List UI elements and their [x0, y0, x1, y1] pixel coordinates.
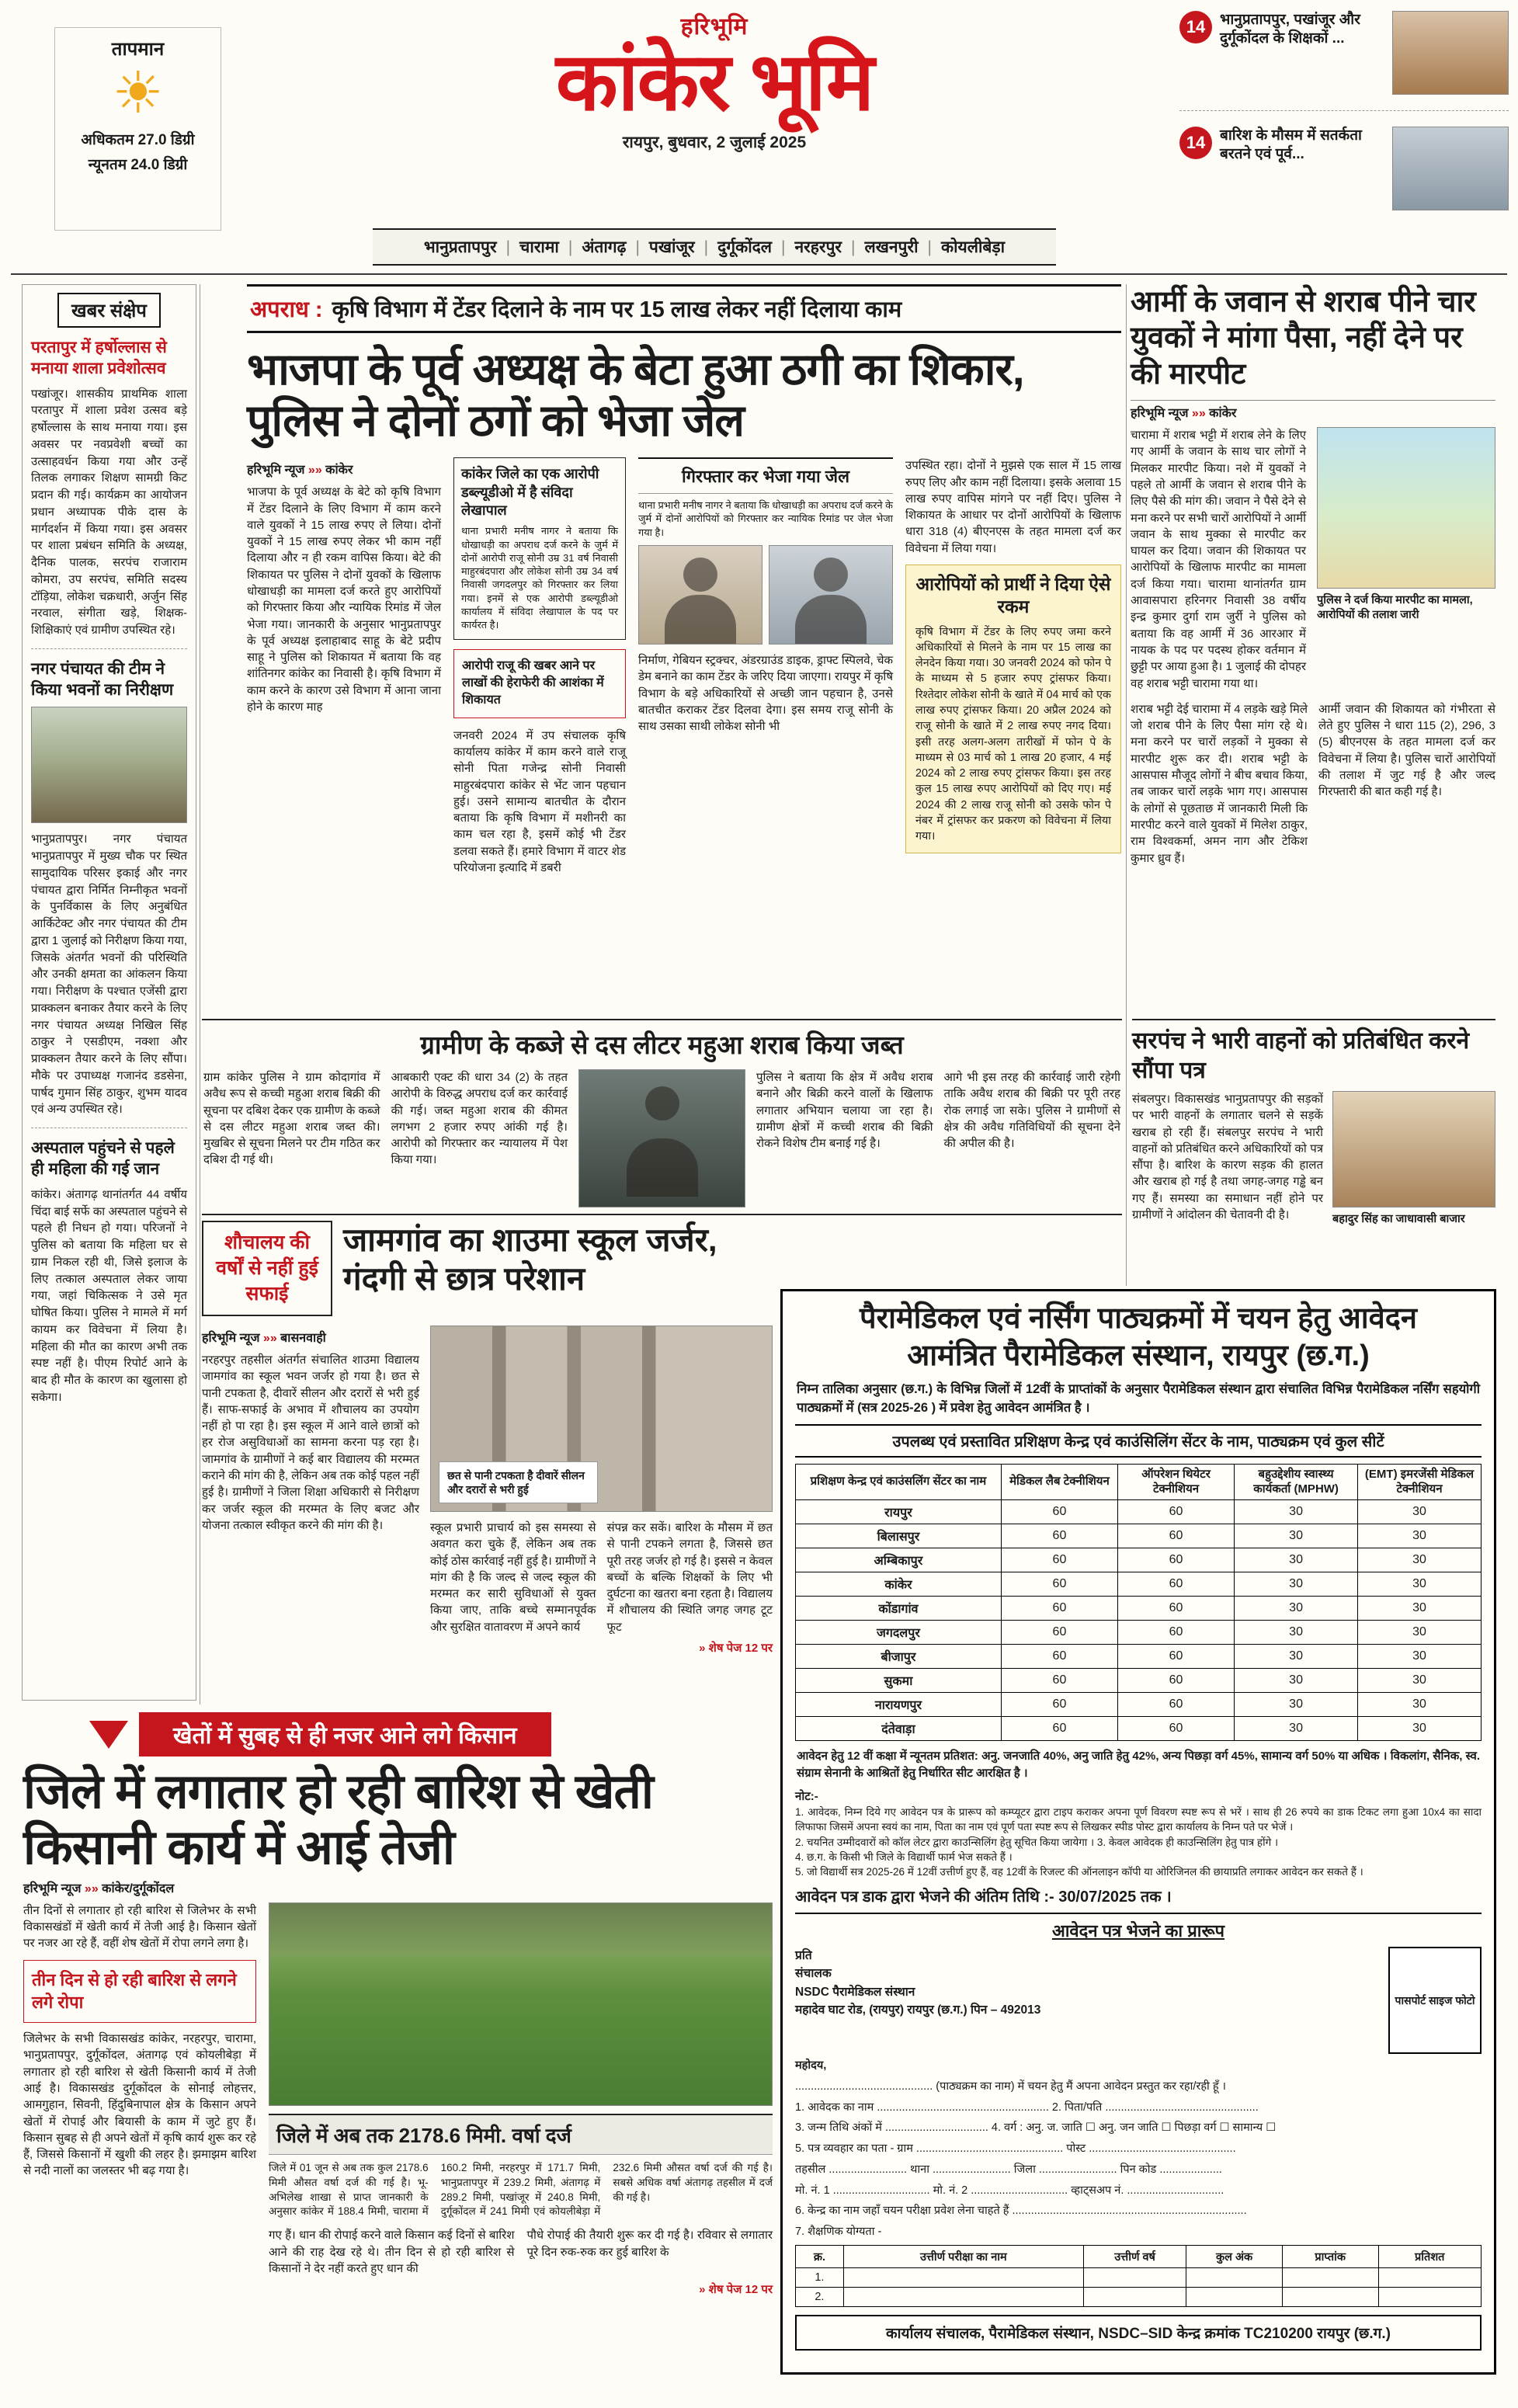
teaser-divider: [1179, 110, 1509, 111]
crime-body: [247, 457, 1121, 876]
seats-table-row: [796, 1572, 1482, 1597]
school-headline: जामगांव का शाउमा स्कूल जर्जर, गंदगी से छात्र परेशान: [343, 1221, 717, 1298]
crime-col-1: [247, 457, 441, 876]
seat-count-cell: 60: [1001, 1717, 1117, 1741]
crime-alert-box: आरोपी राजू की खबर आने पर लाखों की हेराफेरी की आशंका में शिकायत: [453, 649, 626, 718]
passport-photo-box: पासपोर्ट साइज फोटो: [1388, 1947, 1482, 2054]
column-rule-right: [1126, 284, 1127, 1286]
byline: [23, 1879, 773, 1896]
school-text-2: स्कूल प्रभारी प्राचार्य को इस समस्या से अवगत करा चुके हैं, लेकिन अब तक कोई ठोस कार्रवाई नहीं हुई है। ग्रामीणों ने मांग की है कि जल्द से जल्द स्कूल की मरम्मत कर सारी सुविधाओं से युक्त किया जाए, ताकि बच्चे सम्मानपूर्वक और सुरक्षित वातावरण में अपने कार्य: [430, 1521, 596, 1634]
crime-sidebox: [453, 457, 626, 639]
nav-item[interactable]: | अंतागढ़: [559, 236, 627, 258]
note-item: 5. जो विद्यार्थी सत्र 2025-26 में 12वीं उत्तीर्ण हुए हैं, वह 12वीं के रिजल्ट की ऑनलाइन कॉपी या ओरिजिनल की छायाप्रति लगाकर आवेदन कर सकते हैं ।: [795, 1865, 1363, 1878]
byline: [247, 460, 441, 478]
seat-count-cell: 30: [1235, 1500, 1358, 1524]
farm-intro: तीन दिनों से लगातार हो रही बारिश से जिलेभर के सभी विकासखंडों में खेती कार्य में तेजी आई है। किसान खेतों पर नजर आ रहे हैं, वहीं शेष खेतों में रोपा लगने लगा है।: [23, 1903, 256, 1951]
seat-count-cell: 30: [1358, 1524, 1482, 1548]
header-rule: [11, 273, 1507, 275]
seat-count-cell: 60: [1118, 1693, 1235, 1717]
sidebox-title: कांकेर जिले का एक आरोपी डब्ल्यूडीओ में है संविदा लेखापाल: [461, 466, 599, 518]
center-name-cell: दंतेवाड़ा: [796, 1717, 1002, 1741]
liquor-headline: ग्रामीण के कब्जे से दस लीटर महुआ शराब किया जब्त: [420, 1030, 904, 1059]
edu-cell[interactable]: [1378, 2267, 1481, 2287]
edu-cell[interactable]: [1186, 2287, 1283, 2306]
seat-count-cell: 30: [1235, 1621, 1358, 1645]
application-form: [795, 1913, 1482, 2307]
seats-table-body: [796, 1500, 1482, 1741]
center-name-cell: बीजापुर: [796, 1645, 1002, 1669]
edu-cell[interactable]: [1186, 2267, 1283, 2287]
edu-cell[interactable]: [1083, 2267, 1186, 2287]
edu-cell[interactable]: 2.: [796, 2287, 844, 2306]
farm-highlight: तीन दिन से हो रही बारिश से लगने लगे रोपा: [23, 1960, 256, 2023]
center-name-cell: जगदलपुर: [796, 1621, 1002, 1645]
photo-liquor-accused: [578, 1069, 745, 1207]
school-lower-cols: [430, 1520, 773, 1635]
teaser-photo-2: [1392, 127, 1509, 210]
seat-count-cell: 30: [1358, 1548, 1482, 1572]
edu-cell[interactable]: 1.: [796, 2267, 844, 2287]
brief-divider: [31, 648, 187, 649]
edu-cell[interactable]: [1083, 2287, 1186, 2306]
seat-count-cell: 30: [1358, 1693, 1482, 1717]
news-briefs-column: [22, 284, 196, 1701]
seats-table-row: [796, 1597, 1482, 1621]
center-name-cell: नारायणपुर: [796, 1693, 1002, 1717]
minimum-marks-note: आवेदन हेतु 12 वीं कक्षा में न्यूनतम प्रतिशत: अनु. जनजाति 40%, अनु जाति हेतु 42%, अन्य पिछड़ा वर्ग 45%, सामान्य वर्ग 50% या अधिक । विकलांग, सैनिक, स्व. संग्राम सेनानी के आश्रितों हेतु निर्धारित सीट आरक्षित है ।: [797, 1750, 1480, 1780]
education-table: [795, 2245, 1482, 2307]
seats-table-row: [796, 1717, 1482, 1741]
byline-brand: हरिभूमि न्यूज: [23, 1882, 82, 1895]
note-item: 2. चयनित उम्मीदवारों को कॉल लेटर द्वारा काउन्सिलिंग हेतु सूचित किया जायेगा । 3. केवल आवेदक ही काउन्सिलिंग हेतु पात्र होंगे ।: [795, 1836, 1279, 1848]
school-body: [202, 1326, 773, 1656]
army-headline: आर्मी के जवान से शराब पीने चार युवकों ने मांगा पैसा, नहीं देने पर की मारपीट: [1131, 284, 1495, 401]
byline-arrows-icon: [263, 1332, 280, 1345]
crime-jail-box: [638, 457, 893, 876]
education-table-head: [796, 2245, 1482, 2267]
note-item: 4. छ.ग. के किसी भी जिले के विद्यार्थी फार्म भेज सकते हैं ।: [795, 1850, 1013, 1863]
edu-col-header: क्र.: [796, 2245, 844, 2267]
liquor-text-3: पुलिस ने बताया कि क्षेत्र में अवैध शराब बनाने और बिक्री करने वालों के खिलाफ लगातार अभियान चलाया जा रहा है। ग्रामीण क्षेत्रों में कच्ची शराब की बिक्री रोकने विशेष टीम बनाई गई है।: [756, 1071, 933, 1151]
seat-count-cell: 30: [1358, 1572, 1482, 1597]
jail-title: गिरफ्तार कर भेजा गया जेल: [638, 459, 893, 494]
seats-table-row: [796, 1669, 1482, 1693]
seats-col-header: मेडिकल लैब टेक्नीशियन: [1001, 1464, 1117, 1500]
nav-item[interactable]: | कोयलीबेड़ा: [919, 236, 1006, 258]
jail-body: थाना प्रभारी मनीष नागर ने बताया कि धोखाधड़ी का अपराध दर्ज करने के जुर्म में दोनों आरोपियों को गिरफ्तार कर न्यायिक रिमांड पर जेल भेजा गया है।: [638, 499, 893, 538]
form-salutation: महोदय,: [795, 2059, 827, 2073]
farm-tail-1: गए हैं। धान की रोपाई करने वाले किसान कई दिनों से बारिश आने की राह देख रहे थे। तीन दिन से हो रही बारिश से किसानों ने देर नहीं करते हुए धान की: [269, 2229, 515, 2275]
continued-on-page-12[interactable]: » शेष पेज 12 पर: [699, 1642, 773, 1656]
byline: [1131, 404, 1495, 421]
crime-text-1: भाजपा के पूर्व अध्यक्ष के बेटे को कृषि विभाग में टेंडर दिलाने के लिए विभाग में काम करने वाले युवकों ने 15 लाख रुपए ले लिया। दोनों युवकों ने 15 लाख रुपए लेकर भी काम नहीं दिलाया और न ही रकम वापिस किया। बेटे की शिकायत पर पुलिस ने दोनों युवकों के खिलाफ धोखाधड़ी का मामला दर्ज करते हुए आरोपियों को गिरफ्तार किया और न्यायिक रिमांड में जेल भेजा गया। जानकारी के अनुसार भानुप्रतापपुर के पूर्व अध्यक्ष इलाहाबाद साहू के बेटे प्रदीप साहू ने पुलिस को शिकायत में बताया कि वह शांतिनगर कांकेर का निवासी है। कृषि विभाग में काम करने के कारण उसे विभाग में आना जाना होने के कारण माह: [247, 485, 441, 714]
form-title: आवेदन पत्र भेजने का प्रारूप: [1051, 1921, 1225, 1941]
sidebox-body: थाना प्रभारी मनीष नागर ने बताया कि धोखाधड़ी का अपराध दर्ज करने के जुर्म में दोनों आरोपी राजू सोनी उम्र 31 वर्ष निवासी माहुरबंदपारा और लोकेश सोनी उम्र 34 वर्ष निवासी जगदलपुर को गिरफ्तार कर लिया गया। इनमें से एक आरोपी डब्ल्यूडीओ कार्यालय में संविदा लेखापाल के पद पर कार्यरत है।: [461, 525, 618, 631]
school-text-1: नरहरपुर तहसील अंतर्गत संचालित शाउमा विद्यालय जामगांव का स्कूल भवन जर्जर हो गया है। छत से पानी टपकता है, दीवारें सीलन और दरारों से भरी हुई हैं। साफ-सफाई के अभाव में शौचालय का उपयोग नहीं हो पा रहा है। इस स्कूल में आने वाले छात्रों को हर रोज असुविधाओं का सामना करना पड़ रहा है। जामगांव के ग्रामीणों ने कई बार विद्यालय की मरम्मत कराने की मांग की है, लेकिन अब तक कोई पहल नहीं हुई है। ग्रामीणों ने जिला शिक्षा अधिकारी से निरीक्षण कर जर्जर स्कूल की मरम्मत के लिए बजट और योजना तत्काल स्वीकृत करने की मांग की है।: [202, 1353, 419, 1532]
byline-brand: हरिभूमि न्यूज: [1131, 407, 1189, 421]
seat-count-cell: 30: [1358, 1597, 1482, 1621]
byline-location: बासनवाही: [280, 1332, 326, 1345]
form-address-line: संचालक: [795, 1967, 832, 1981]
ad-table-caption: उपलब्ध एवं प्रस्तावित प्रशिक्षण केन्द्र एवं काउंसिलिंग सेंटर के नाम, पाठ्यक्रम एवं कुल सीटें: [795, 1424, 1482, 1458]
brief-title-3: अस्पताल पहुंचने से पहले ही महिला की गई जान: [31, 1139, 175, 1179]
education-table-row: [796, 2267, 1482, 2287]
form-field-line[interactable]: 3. जन्म तिथि अंकों में ................................. 4. वर्ग : अनु. ज. जाति ☐ अनु. जन जाति ☐ पिछड़ा वर्ग ☐ सामान्य ☐: [795, 2121, 1277, 2135]
seat-count-cell: 60: [1118, 1500, 1235, 1524]
farm-tail: [269, 2227, 773, 2277]
byline-arrows-icon: [1192, 407, 1209, 420]
photo-dilapidated-toilets: [430, 1326, 773, 1512]
masthead-title: कांकेर भूमि: [555, 37, 874, 127]
seats-table-row: [796, 1524, 1482, 1548]
edu-cell[interactable]: [843, 2267, 1083, 2287]
teaser-text: बारिश के मौसम में सतर्कता बरतने एवं पूर्व...: [1220, 127, 1362, 163]
rainfall-text: जिले में 01 जून से अब तक कुल 2178.6 मिमी औसत वर्षा दर्ज की गई है। भू-अभिलेख शाखा से प्राप्त जानकारी के अनुसार कांकेर में 188.4 मिमी, चारामा में 160.2 मिमी, नरहरपुर में 171.7 मिमी, भानुप्रतापपुर में 239.2 मिमी, अंतागढ़ में 289.2 मिमी, पखांजूर में 240.8 मिमी, दुर्गूकोंदल में 241 मिमी एवं कोयलीबेड़ा में 232.6 मिमी औसत वर्षा दर्ज की गई है। सबसे अधिक वर्षा अंतागढ़ तहसील में दर्ज की गई है।: [269, 2161, 773, 2218]
kicker-label: अपराध :: [250, 297, 323, 322]
photo-accused-1: [638, 545, 762, 645]
form-address: [795, 1947, 1040, 2019]
form-field-line[interactable]: मो. नं. 1 ............................... मो. नं. 2 ............................... व्हाट्सअप नं. ...............................: [795, 2184, 1224, 2197]
seat-count-cell: 60: [1118, 1669, 1235, 1693]
edu-cell[interactable]: [1378, 2287, 1481, 2306]
ad-intro: निम्न तालिका अनुसार (छ.ग.) के विभिन्न जिलों में 12वीं के प्राप्तांकों के अनुसार पैरामेडिकल संस्थान द्वारा संचालित विभिन्न पैरामेडिकल नर्सिंग सहयोगी पाठ्यक्रमों में (सत्र 2025-26 ) में प्रवेश हेतु आवेदन आमंत्रित है ।: [797, 1382, 1480, 1415]
seats-table: [795, 1464, 1482, 1742]
center-name-cell: बिलासपुर: [796, 1524, 1002, 1548]
crime-text-4: उपस्थित रहा। दोनों ने मुझसे एक साल में 15 लाख रुपए लिए और काम नहीं दिलाया। इसके अलावा 15 लाख रुपए वापिस मांगने पर नहीं दिए। पुलिस ने शिकायत के आधार पर दोनों आरोपियों के खिलाफ धारा 318 (4) बीएनएस के तहत मामला दर्ज कर विवेचना में लिया गया।: [905, 459, 1121, 555]
mugshots: [638, 545, 893, 645]
seat-count-cell: 30: [1358, 1621, 1482, 1645]
school-text-3: संपन्न कर सकें। बारिश के मौसम में छत से पानी टपकने लगता है, जिससे छत पूरी तरह जर्जर हो गई है। इससे न केवल बच्चों के बल्कि शिक्षकों के लिए भी दुर्घटना का खतरा बना रहता है। विद्यालय में शौचालय की स्थिति जगह जगह टूट फूट: [606, 1521, 773, 1634]
nav-item[interactable]: | नरहरपुर: [772, 236, 842, 258]
brief-body-3: कांकेर। अंतागढ़ थानांतर्गत 44 वर्षीय चिंदा बाई सर्फे का अस्पताल पहुंचने से पहले ही निधन हो गया। परिजनों ने पुलिस को बताया कि महिला घर से ग्राम निकल रही थी, जिसे इलाज के लिए तत्काल अस्पताल लेकर जाया गया, जहां चिकित्सक ने उसे मृत घोषित किया। पुलिस ने मामले में मर्ग कायम कर विवेचना में लिया है। महिला की मौत का कारण अभी तक स्पष्ट नहीं है। पीएम रिपोर्ट आने के बाद ही मौत के कारण का खुलासा हो सकेगा।: [31, 1187, 187, 1404]
form-field-line[interactable]: 5. पत्र व्यवहार का पता - ग्राम ............................................... पोस्ट ...............................................: [795, 2142, 1236, 2156]
notes-label: नोट:-: [795, 1789, 818, 1803]
edu-col-header: कुल अंक: [1186, 2245, 1283, 2267]
seat-count-cell: 60: [1001, 1669, 1117, 1693]
nav-item[interactable]: | पखांजूर: [626, 236, 694, 258]
seats-table-head: [796, 1464, 1482, 1500]
farm-right-col: [269, 1902, 773, 2297]
seats-table-row: [796, 1621, 1482, 1645]
school-side-label: शौचालय की वर्षों से नहीं हुई सफाई: [202, 1221, 332, 1316]
teaser-page-badge: 14: [1179, 127, 1212, 159]
seats-col-header: प्रशिक्षण केन्द्र एवं काउंसलिंग सेंटर का नाम: [796, 1464, 1002, 1500]
paramedical-advertisement: [780, 1289, 1496, 2375]
dateline: रायपुर, बुधवार, 2 जुलाई 2025: [622, 134, 807, 152]
form-header-row: [795, 1947, 1482, 2054]
teaser-photo-1: [1392, 11, 1509, 95]
byline-brand: हरिभूमि न्यूज: [202, 1332, 260, 1345]
seat-count-cell: 60: [1118, 1621, 1235, 1645]
application-deadline: आवेदन पत्र डाक द्वारा भेजने की अंतिम तिथि :- 30/07/2025 तक ।: [795, 1889, 1172, 1906]
army-body-top: [1131, 427, 1495, 692]
brief-body-1: पखांजूर। शासकीय प्राथमिक शाला परतापुर में शाला प्रवेश उत्सव बड़े हर्षोल्लास के साथ मनाया गया। इस अवसर पर नवप्रवेशी बच्चों का उत्साहवर्धन किया गया और उन्हें तिलक लगाकर शिक्षण सामग्री किट प्रदान की गई। कार्यक्रम का आयोजन प्रधान अध्यापक पीके दास के मार्गदर्शन में किया गया। इस अवसर पर शाला प्रबंधन समिति के अध्यक्ष, दैनिक पालक, सरपंच राजाराम कोमरा, उप सरपंच, समिति सदस्य टॉड़िया, लोकेश चक्रधारी, अर्जुन सिंह नरवाल, संगीता खड़े, शिक्षक-शिक्षिकाएं एवं ग्रामीण उपस्थित रहे।: [31, 387, 187, 638]
photo-paddy-field-farmers: [269, 1902, 773, 2106]
seat-count-cell: 60: [1001, 1500, 1117, 1524]
weather-min: न्यूनतम 24.0 डिग्री: [88, 157, 188, 174]
rainfall-subheadline: जिले में अब तक 2178.6 मिमी. वर्षा दर्ज: [269, 2114, 773, 2155]
seat-count-cell: 30: [1358, 1645, 1482, 1669]
byline-location: कांकेर/दुर्गूकोंदल: [102, 1882, 175, 1895]
crime-text-2: जनवरी 2024 में उप संचालक कृषि कार्यालय कांकेर में काम करने वाले राजू सोनी पिता गजेन्द्र सोनी निवासी माहुरबंदपारा कांकेर से भेंट जान पहचान हुई। उसने सामान्य बातचीत के दौरान बताया कि कृषि विभाग में मशीनरी का काम चल रहा है, इसमें कोई भी टेंडर डलवा सकते हैं। हमारे विभाग में वाटर शेड परियोजना इत्यादि में डबरी: [453, 728, 626, 875]
payment-details-box: [905, 565, 1121, 853]
nav-item[interactable]: भानुप्रतापपुर: [423, 238, 497, 256]
seat-count-cell: 30: [1358, 1500, 1482, 1524]
seats-table-row: [796, 1645, 1482, 1669]
liquor-text-2: आबकारी एक्ट की धारा 34 (2) के तहत आरोपी के विरुद्ध अपराध दर्ज कर कार्रवाई की गई। जब्त महुआ शराब की कीमत लगभग 2 हजार रुपए आंकी गई है। आरोपी को गिरफ्तार कर न्यायालय में पेश किया गया।: [391, 1071, 568, 1167]
center-name-cell: रायपुर: [796, 1500, 1002, 1524]
army-text-2: शराब भट्टी देई चारामा में 4 लड़के खड़े मिले जो शराब पीने के लिए पैसा मांग रहे थे। मना करने पर चारों लड़कों ने मुक्का से मारपीट शुरू कर दी। शराब भट्टी के आसपास मौजूद लोगों ने बीच बचाव किया, तब जाकर चारों लड़के भाग गए। आसपास के लोगों से पूछताछ में जानकारी मिली कि मारपीट करने वाले युवकों में मिलेश ठाकुर, राम विश्वकर्मा, अमन नाग और टेकिश कुमार ध्रुव हैं।: [1131, 702, 1308, 865]
farm-body: [23, 1902, 773, 2297]
payment-box-body: कृषि विभाग में टेंडर के लिए रुपए जमा करने अधिकारियों से मिलने के नाम पर 15 लाख का लेनदेन किया गया। 30 जनवरी 2024 को फोन पे के माध्यम से 5 हजार रुपए ट्रांसफर किया। रिश्तेदार लोकेश सोनी के खाते में 04 मार्च को एक लाख रुपए ट्रांसफर किया। 20 अप्रैल 2024 को राजू सोनी के खाते में 2 लाख रुपए नगद दिया। इसी तरह अलग-अलग तारीखों में फोन पे के माध्यम से 03 मार्च को 1 लाख 20 हजार, 4 मई 2024 को 2 लाख रुपए ट्रांसफर किया। इस तरह कुल 15 लाख रुपए आरोपियों को दिए गए। मई 2024 की 2 लाख राजू सोनी को उसके फोन पे नंबर में ट्रांसफर कर प्रकरण को विवेचना में लिया गया।: [915, 625, 1111, 843]
liquor-text-1: ग्राम कांकेर पुलिस ने ग्राम कोदागांव में अवैध रूप से कच्ची महुआ शराब बिक्री की सूचना पर दबिश देकर एक ग्रामीण के कब्जे से दस लीटर महुआ शराब जब्त की। मुखबिर से सूचना मिलने पर टीम गठित कर दबिश दी गई थी।: [203, 1071, 380, 1167]
brief-title-2: नगर पंचायत की टीम ने किया भवनों का निरीक्षण: [31, 659, 174, 700]
seats-table-row: [796, 1500, 1482, 1524]
form-address-line: महादेव घाट रोड, (रायपुर) रायपुर (छ.ग.) पिन – 492013: [795, 2003, 1041, 2017]
kicker-arrow-icon: [89, 1721, 128, 1749]
byline: [202, 1329, 419, 1346]
photo-inspection-team: [31, 707, 187, 823]
seats-col-header: बहुउद्देशीय स्वास्थ्य कार्यकर्ता (MPHW): [1235, 1464, 1358, 1500]
sarpanch-story: [1132, 1019, 1495, 1287]
photo-accused-2: [769, 545, 893, 645]
school-photo-col: [430, 1326, 773, 1656]
teaser-text: भानुप्रतापपुर, पखांजूर और दुर्गूकोंदल के शिक्षकों ...: [1220, 12, 1360, 47]
school-header: [202, 1221, 773, 1316]
byline-arrows-icon: [308, 464, 325, 477]
edition-nav: [373, 228, 1056, 266]
farm-headline: जिले में लगातार हो रही बारिश से खेती किसानी कार्य में आई तेजी: [23, 1765, 653, 1875]
form-request-line: ............................................ (पाठ्यक्रम का नाम) में चयन हेतु मैं अपना आवेदन प्रस्तुत कर रहा/रही हूँ ।: [795, 2080, 1227, 2093]
edu-cell[interactable]: [1282, 2267, 1378, 2287]
crime-col-4: [905, 457, 1121, 876]
page-teasers: [1179, 5, 1509, 217]
edu-col-header: उत्तीर्ण वर्ष: [1083, 2245, 1186, 2267]
farm-kicker: [89, 1712, 773, 1756]
seats-table-row: [796, 1548, 1482, 1572]
liquor-text-4: आगे भी इस तरह की कार्रवाई जारी रहेगी ताकि अवैध शराब की बिक्री पर पूरी तरह रोक लगाई जा सके। पुलिस ने ग्रामीणों से क्षेत्र की अवैध गतिविधियों की सूचना देने की अपील की है।: [943, 1071, 1120, 1151]
seat-count-cell: 60: [1001, 1645, 1117, 1669]
seats-table-row: [796, 1693, 1482, 1717]
nav-item[interactable]: | दुर्गूकोंदल: [695, 236, 772, 258]
school-story: [202, 1221, 773, 1704]
sarpanch-body: [1132, 1091, 1495, 1227]
crime-story: [247, 284, 1121, 876]
seat-count-cell: 30: [1235, 1645, 1358, 1669]
seat-count-cell: 60: [1001, 1693, 1117, 1717]
seat-count-cell: 60: [1118, 1548, 1235, 1572]
crime-text-3: निर्माण, गेबियन स्ट्रक्चर, अंडरग्राउंड डाइक, ड्राफ्ट स्पिलवे, चेक डेम बनाने का काम टेंडर के जरिए दिया जाएगा। रायपुर में कृषि विभाग के बड़े अधिकारियों से अच्छी जान पहचान है, उनसे बातचीत कराकर टेंडर दिलवा देगा। इस समय राजू सोनी के साथ उसका साथी लोकेश सोनी भी: [638, 654, 893, 734]
education-table-body: [796, 2267, 1482, 2306]
form-fields: [795, 2100, 1482, 2241]
form-field-line[interactable]: 6. केन्द्र का नाम जहाँ चयन परीक्षा प्रवेश लेना चाहते हैं ...........................................................................: [795, 2205, 1247, 2218]
army-body-bottom: [1131, 701, 1495, 867]
army-text-3: आर्मी जवान की शिकायत को गंभीरता से लेते हुए पुलिस ने धारा 115 (2), 296, 3 (5) बीएनएस के तहत मामला दर्ज कर विवेचना में लिया है। पुलिस चारों आरोपियों की तलाश में जुट गई है और जल्द गिरफ्तारी की बात कही गई है।: [1318, 702, 1495, 799]
masthead-brand: हरिभूमि: [680, 14, 749, 40]
seat-count-cell: 30: [1235, 1524, 1358, 1548]
illustration-fight-cartoon: [1317, 427, 1495, 589]
form-field-line[interactable]: 7. शैक्षणिक योग्यता -: [795, 2226, 882, 2239]
weather-title: तापमान: [111, 39, 165, 60]
seats-col-header: ऑपरेशन थियेटर टेक्नीशियन: [1118, 1464, 1235, 1500]
farm-kicker-text: खेतों में सुबह से ही नजर आने लगे किसान: [139, 1712, 551, 1756]
army-col-1: [1131, 427, 1306, 692]
crime-kicker: [247, 284, 1121, 333]
photo-sarpanch-letter: [1332, 1091, 1495, 1207]
center-name-cell: कोंडागांव: [796, 1597, 1002, 1621]
form-address-line: प्रति: [795, 1949, 812, 1963]
continued-on-page-12[interactable]: » शेष पेज 12 पर: [699, 2283, 773, 2297]
byline-brand: हरिभूमि न्यूज: [247, 464, 305, 478]
payment-box-title: आरोपियों को प्रार्थी ने दिया ऐसे रकम: [915, 574, 1111, 617]
liquor-story: [202, 1019, 1122, 1215]
farm-story: [23, 1712, 773, 2396]
seat-count-cell: 60: [1001, 1548, 1117, 1572]
byline-location: कांकेर: [1209, 407, 1237, 421]
brief-title-1: परतापुर में हर्षोल्लास से मनाया शाला प्रवेशोत्सव: [31, 339, 167, 378]
seat-count-cell: 60: [1118, 1717, 1235, 1741]
weather-max: अधिकतम 27.0 डिग्री: [81, 132, 195, 149]
ad-footer: कार्यालय संचालक, पैरामेडिकल संस्थान, NSDC–SID केन्द्र क्रमांक TC210200 रायपुर (छ.ग.): [795, 2315, 1482, 2351]
byline-location: कांकेर: [325, 464, 353, 478]
army-text-1: चारामा में शराब भट्टी में शराब लेने के लिए गए आर्मी के जवान के साथ चार लोगों ने मिलकर मारपीट किया। नशे में युवकों ने पहले तो आर्मी के जवान से शराब पीने के लिए पैसे की मांग की। जवान ने पैसे देने से मना करने पर सभी चारों आरोपियों ने आर्मी जवान के साथ मुक्का से मारपीट कर घायल कर दिया। जवान की शिकायत पर आरोपियों के खिलाफ मारपीट का मामला दर्ज किया गया। चारामा थानांतर्गत ग्राम आवासपारा हरिनगर निवासी 38 वर्षीय इन्द्र कुमार दुर्गा राम जुर्री ने पुलिस को बताया कि वह आर्मी में 36 आरआर में नायक के पद पर पदस्थ होकर वर्तमान में छुट्टी पर आया हुआ है। 1 जुलाई की दोपहर वह शराब भट्टी चारामा गया था।: [1131, 429, 1306, 690]
seat-count-cell: 30: [1235, 1717, 1358, 1741]
army-story: [1131, 284, 1495, 867]
seat-count-cell: 60: [1118, 1645, 1235, 1669]
seat-count-cell: 30: [1235, 1572, 1358, 1597]
liquor-body: [203, 1069, 1120, 1207]
center-name-cell: कांकेर: [796, 1572, 1002, 1597]
farm-text-1: जिलेभर के सभी विकासखंड कांकेर, नरहरपुर, चारामा, भानुप्रतापपुर, दुर्गूकोंदल, अंतागढ़ एवं कोयलीबेड़ा में लगातार हो रही बारिश से खेती किसानी कार्य में तेजी आई है। विकासखंड दुर्गूकोंदल के सोनाई लोहत्तर, आमगुहान, सिवनी, हिंदुबिनापाल क्षेत्र के किसान अपने खेतों में रोपाई और बियासी के काम में जुटे हुए हैं। किसान सुबह से ही अपने खेतों में कृषि कार्य शुरू कर रहे हैं, जिससे किसानों में खुशी की लहर है। झमाझम बारिश से नदी नालों का जलस्तर भी बढ़ गया है।: [23, 2032, 256, 2178]
seats-col-header: (EMT) इमरजेंसी मेडिकल टेक्नीशियन: [1358, 1464, 1482, 1500]
sarpanch-text: संबलपुर। विकासखंड भानुप्रतापपुर की सड़कों पर भारी वाहनों के लगातार चलने से सड़कें खराब हो रही हैं। संबलपुर सरपंच ने भारी वाहनों को प्रतिबंधित करने अधिकारियों को पत्र सौंपा है। बारिश के कारण सड़क की हालत और खराब हो गई है तथा जगह-जगह गड्ढे बन गए हैं। समस्या का समाधान नहीं होने पर ग्रामीणों ने आंदोलन की चेतावनी दी है।: [1132, 1093, 1323, 1222]
notes-list: [795, 1805, 1482, 1879]
seat-count-cell: 60: [1118, 1597, 1235, 1621]
seat-count-cell: 30: [1358, 1669, 1482, 1693]
crime-col-2: [453, 457, 626, 876]
teaser-page-badge: 14: [1179, 11, 1212, 43]
farm-col-1: [23, 1902, 256, 2297]
edu-col-header: उत्तीर्ण परीक्षा का नाम: [843, 2245, 1083, 2267]
edu-col-header: प्राप्तांक: [1282, 2245, 1378, 2267]
seat-count-cell: 30: [1235, 1669, 1358, 1693]
form-field-line[interactable]: 1. आवेदक का नाम ....................................................... 2. पिता/पति .................................................: [795, 2100, 1259, 2114]
edu-cell[interactable]: [1282, 2287, 1378, 2306]
byline-arrows-icon: [85, 1882, 102, 1895]
seat-count-cell: 60: [1001, 1597, 1117, 1621]
ad-title-line-1: पैरामेडिकल एवं नर्सिंग पाठ्यक्रमों में चयन हेतु आवेदन: [859, 1302, 1417, 1335]
seat-count-cell: 30: [1235, 1548, 1358, 1572]
army-col-2: [1317, 427, 1495, 692]
teaser-1[interactable]: [1179, 5, 1509, 101]
nav-item[interactable]: | लखनपुरी: [842, 236, 919, 258]
sarpanch-headline: सरपंच ने भारी वाहनों को प्रतिबंधित करने सौंपा पत्र: [1132, 1028, 1470, 1083]
weather-box: [54, 27, 221, 231]
teaser-2[interactable]: [1179, 120, 1509, 217]
nav-item[interactable]: | चारामा: [497, 236, 559, 258]
sarpanch-photo-caption: बहादुर सिंह का जाधावासी बाजार: [1332, 1213, 1465, 1225]
crime-headline: भाजपा के पूर्व अध्यक्ष के बेटा हुआ ठगी का शिकार, पुलिस ने दोनों ठगों को भेजा जेल: [247, 345, 1024, 447]
seat-count-cell: 60: [1001, 1524, 1117, 1548]
center-name-cell: सुकमा: [796, 1669, 1002, 1693]
seat-count-cell: 30: [1235, 1693, 1358, 1717]
center-name-cell: अम्बिकापुर: [796, 1548, 1002, 1572]
education-table-row: [796, 2287, 1482, 2306]
note-item: 1. आवेदक, निम्न दिये गए आवेदन पत्र के प्रारूप को कम्प्यूटर द्वारा टाइप कराकर अपना पूर्ण विवरण स्पष्ट रूप से भरें । साथ ही 26 रुपये का डाक टिकट लगा हुआ 10x4 का सादा लिफाफा जिसमें अपना स्वयं का नाम, पिता का नाम एवं पूर्ण पता स्पष्ट रूप से लिखकर स्पीड पोस्ट द्वारा कार्यालय के निम्न पते पर भेजें ।: [795, 1806, 1482, 1833]
school-col-1: [202, 1326, 419, 1656]
seat-count-cell: 30: [1235, 1597, 1358, 1621]
kicker-text: कृषि विभाग में टेंडर दिलाने के नाम पर 15 लाख लेकर नहीं दिलाया काम: [332, 297, 902, 322]
school-photo-caption: छत से पानी टपकता है दीवारें सीलन और दरारों से भरी हुई: [439, 1461, 598, 1503]
farm-tail-2: पौधे रोपाई की तैयारी शुरू कर दी गई है। रविवार से लगातार पूरे दिन रुक-रुक कर हुई बारिश के: [526, 2229, 773, 2259]
sarpanch-photo-col: [1332, 1091, 1495, 1227]
brief-body-2: भानुप्रतापपुर। नगर पंचायत भानुप्रतापपुर में मुख्य चौक पर स्थित सामुदायिक परिसर इकाई और नगर पंचायत द्वारा निर्मित निम्नीकृत भवनों के पुनर्विकास के लिए अनुबंधित आर्किटेक्ट और नगर पंचायत की टीम द्वारा 1 जुलाई को निरीक्षण किया गया, जिसके अंतर्गत भवनों की परिस्थिति और उनकी क्षमता का आंकलन किया गया। निरीक्षण के पश्चात एजेंसी द्वारा प्राक्कलन बनाकर तैयार करने के लिए नगर पंचायत अध्यक्ष निखिल सिंह ठाकुर ने एसडीएम, नक्शा और प्राक्कलन तैयार करने के लिए सौंपा। मौके पर उपाध्यक्ष गजानंद डडसेना, पार्षद गुमान सिंह ठाकुर, शुभम यादव एवं अन्य उपस्थित रहे।: [31, 832, 187, 1117]
seat-count-cell: 30: [1358, 1717, 1482, 1741]
briefs-header: खबर संक्षेप: [57, 293, 161, 328]
seat-count-cell: 60: [1001, 1621, 1117, 1645]
ad-notes: [795, 1788, 1482, 1879]
masthead: [256, 9, 1172, 153]
ad-title-line-2: आमंत्रित पैरामेडिकल संस्थान, रायपुर (छ.ग.): [907, 1339, 1370, 1372]
edu-col-header: प्रतिशत: [1378, 2245, 1481, 2267]
seat-count-cell: 60: [1118, 1572, 1235, 1597]
sun-icon: ☀: [112, 61, 164, 125]
edu-cell[interactable]: [843, 2287, 1083, 2306]
army-photo-caption: पुलिस ने दर्ज किया मारपीट का मामला, आरोपियों की तलाश जारी: [1317, 594, 1473, 621]
form-address-line: NSDC पैरामेडिकल संस्थान: [795, 1985, 915, 1999]
form-field-line[interactable]: तहसील ......................... थाना ......................... जिला ......................... पिन कोड ....................: [795, 2163, 1222, 2176]
seat-count-cell: 60: [1118, 1524, 1235, 1548]
seat-count-cell: 60: [1001, 1572, 1117, 1597]
